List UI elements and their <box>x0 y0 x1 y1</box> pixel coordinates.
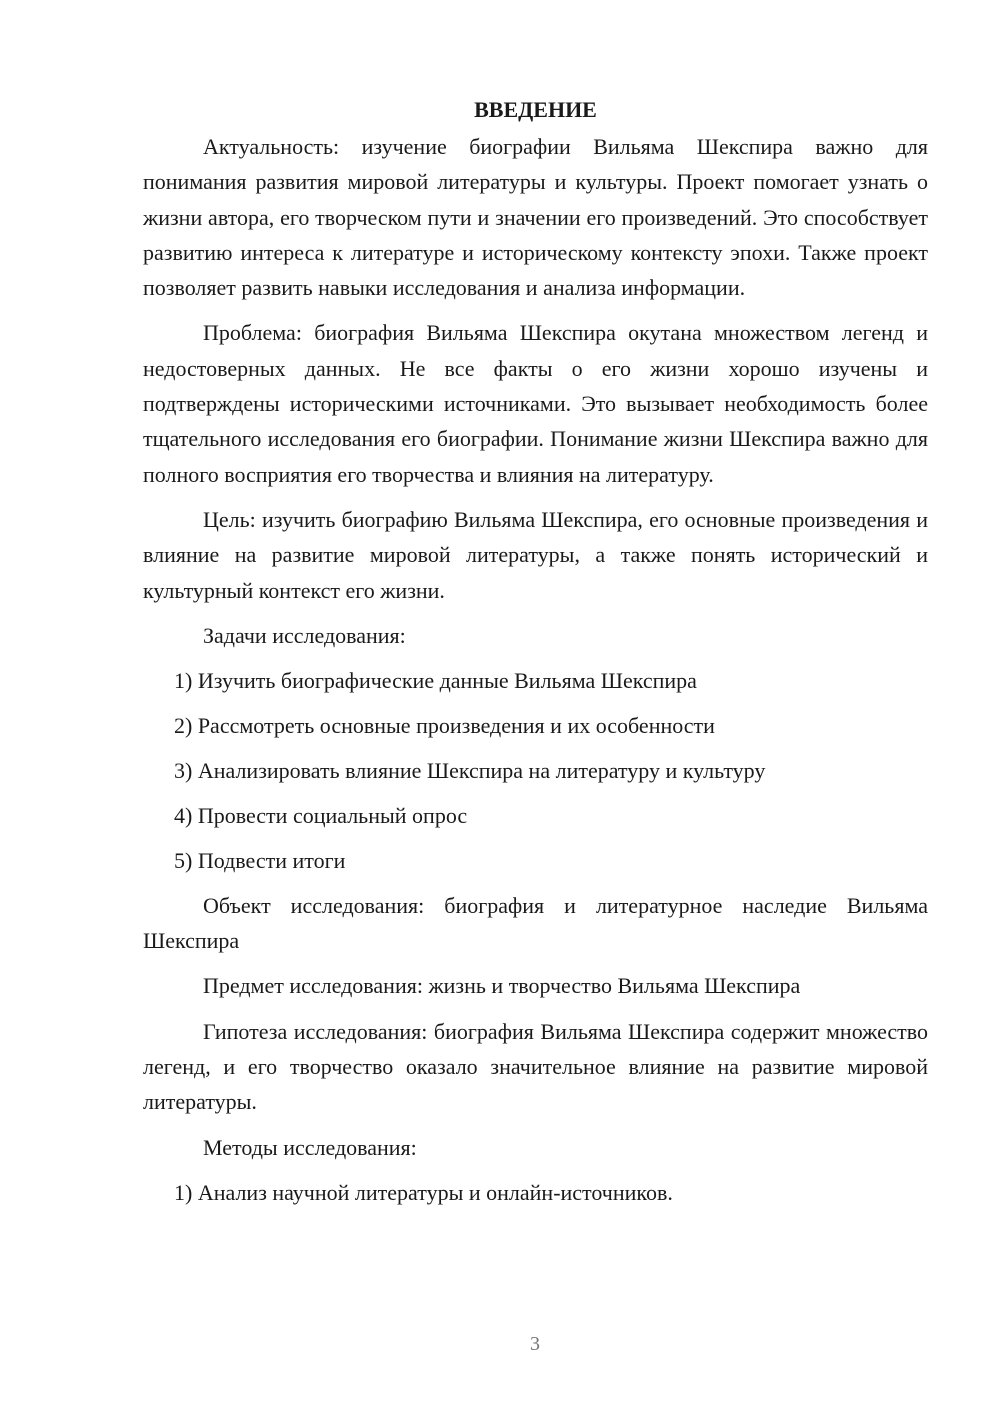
task-item-3: 3) Анализировать влияние Шекспира на литературу и культуру <box>174 757 766 783</box>
tasks-heading: Задачи исследования: <box>203 622 406 648</box>
page-number: 3 <box>530 1333 540 1355</box>
task-item-1: 1) Изучить биографические данные Вильяма Шекспира <box>174 667 697 693</box>
paragraph-relevance: Актуальность: изучение биографии Вильяма Шекспира важно для понимания развития мировой литературы и культуры. Проект помогает узнать о жизни автора, его творческом пути и значении его произведений. Это способствует развитию интереса к литературе и историческому контексту эпохи. Также проект позволяет развить навыки исследования и анализа информации. <box>143 134 928 301</box>
task-item-5: 5) Подвести итоги <box>174 847 346 873</box>
task-item-2: 2) Рассмотреть основные произведения и их особенности <box>174 712 715 738</box>
paragraph-goal: Цель: изучить биографию Вильяма Шекспира, его основные произведения и влияние на развитие мировой литературы, а также понять исторический и культурный контекст его жизни. <box>143 506 928 603</box>
paragraph-subject: Предмет исследования: жизнь и творчество Вильяма Шекспира <box>203 973 801 999</box>
paragraph-problem: Проблема: биография Вильяма Шекспира окутана множеством легенд и недостоверных данных. Не все факты о его жизни хорошо изучены и подтверждены историческими источниками. Это вызывает необходимость более тщательного исследования его биографии. Понимание жизни Шекспира важно для полного восприятия его творчества и влияния на литературу. <box>143 320 928 487</box>
document-page <box>143 92 928 1220</box>
document-title: ВВЕДЕНИЕ <box>474 97 597 122</box>
paragraph-object: Объект исследования: биография и литературное наследие Вильяма Шекспира <box>143 892 928 954</box>
task-item-4: 4) Провести социальный опрос <box>174 802 468 828</box>
paragraph-hypothesis: Гипотеза исследования: биография Вильяма Шекспира содержит множество легенд, и его творчество оказало значительное влияние на развитие мировой литературы. <box>143 1018 928 1115</box>
methods-heading: Методы исследования: <box>203 1134 417 1160</box>
method-item-1: 1) Анализ научной литературы и онлайн-источников. <box>174 1179 673 1205</box>
